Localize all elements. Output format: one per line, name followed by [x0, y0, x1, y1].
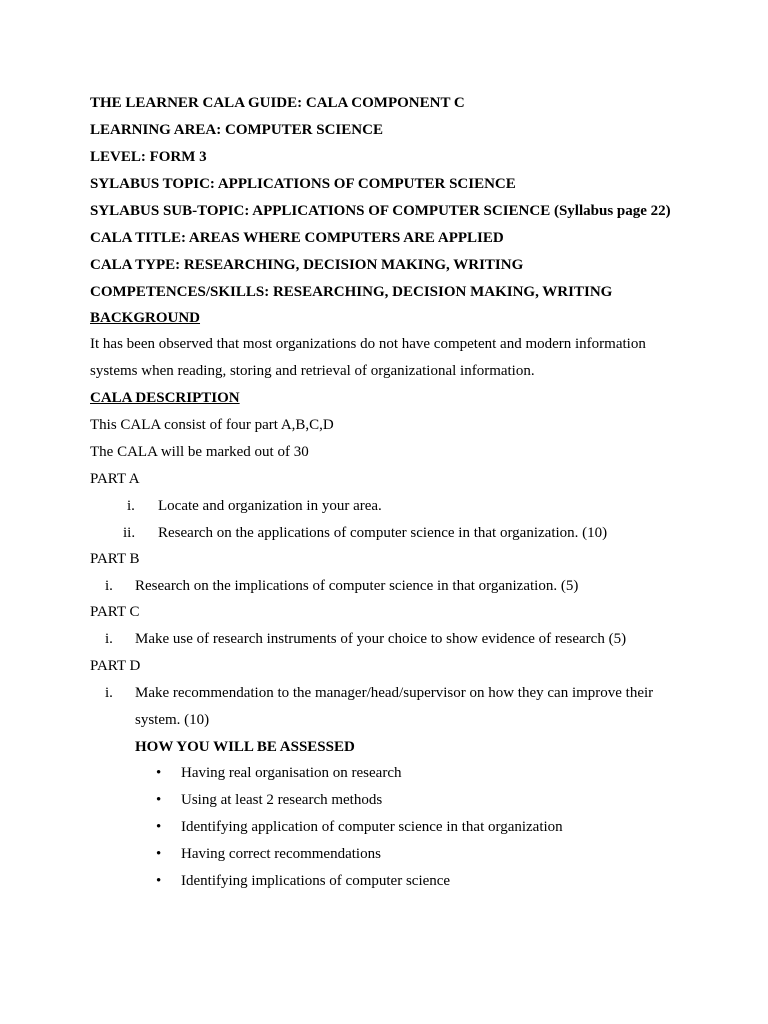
part-c-item-1-number: i. — [105, 631, 113, 647]
part-a-item-1-number: i. — [127, 498, 135, 514]
part-a-item-2-text: Research on the applications of computer science in that organization. (10) — [158, 525, 608, 541]
part-a-item-2-number: ii. — [123, 525, 136, 541]
background-text-line2: systems when reading, storing and retrieval of organizational information. — [90, 363, 535, 379]
assessment-item: Identifying application of computer science in that organization — [181, 819, 563, 835]
part-d-item-1-text-line2: system. (10) — [135, 712, 210, 728]
part-a-item-1-text: Locate and organization in your area. — [158, 498, 382, 514]
part-d-item-1-text-line1: Make recommendation to the manager/head/supervisor on how they can improve their — [135, 685, 654, 701]
guide-heading: THE LEARNER CALA GUIDE: CALA COMPONENT C — [90, 95, 465, 111]
part-b-label: PART B — [90, 551, 140, 567]
assessment-item: Using at least 2 research methods — [181, 792, 383, 808]
assessment-heading: HOW YOU WILL BE ASSESSED — [135, 739, 355, 755]
background-heading: BACKGROUND — [90, 310, 201, 326]
bullet-icon: • — [156, 819, 162, 835]
part-c-item-1-text: Make use of research instruments of your choice to show evidence of research (5) — [135, 631, 627, 647]
competences-skills: COMPETENCES/SKILLS: RESEARCHING, DECISION MAKING, WRITING — [90, 284, 613, 300]
description-line2: The CALA will be marked out of 30 — [90, 444, 309, 460]
syllabus-topic: SYLABUS TOPIC: APPLICATIONS OF COMPUTER SCIENCE — [90, 176, 516, 192]
assessment-item: Having real organisation on research — [181, 765, 402, 781]
syllabus-sub-topic: SYLABUS SUB-TOPIC: APPLICATIONS OF COMPUTER SCIENCE (Syllabus page 22) — [90, 203, 671, 219]
bullet-icon: • — [156, 846, 162, 862]
background-text-line1: It has been observed that most organizations do not have competent and modern information — [90, 336, 646, 352]
cala-type: CALA TYPE: RESEARCHING, DECISION MAKING, WRITING — [90, 257, 524, 273]
bullet-icon: • — [156, 873, 162, 889]
part-a-label: PART A — [90, 471, 140, 487]
part-b-item-1-text: Research on the implications of computer science in that organization. (5) — [135, 578, 579, 594]
part-d-label: PART D — [90, 658, 141, 674]
bullet-icon: • — [156, 792, 162, 808]
part-b-item-1-number: i. — [105, 578, 113, 594]
description-line1: This CALA consist of four part A,B,C,D — [90, 417, 334, 433]
bullet-icon: • — [156, 765, 162, 781]
part-d-item-1-number: i. — [105, 685, 113, 701]
description-heading: CALA DESCRIPTION — [90, 390, 240, 406]
learning-area: LEARNING AREA: COMPUTER SCIENCE — [90, 122, 383, 138]
assessment-item: Identifying implications of computer science — [181, 873, 451, 889]
part-c-label: PART C — [90, 604, 140, 620]
level: LEVEL: FORM 3 — [90, 149, 207, 165]
assessment-item: Having correct recommendations — [181, 846, 381, 862]
cala-title: CALA TITLE: AREAS WHERE COMPUTERS ARE APPLIED — [90, 230, 504, 246]
